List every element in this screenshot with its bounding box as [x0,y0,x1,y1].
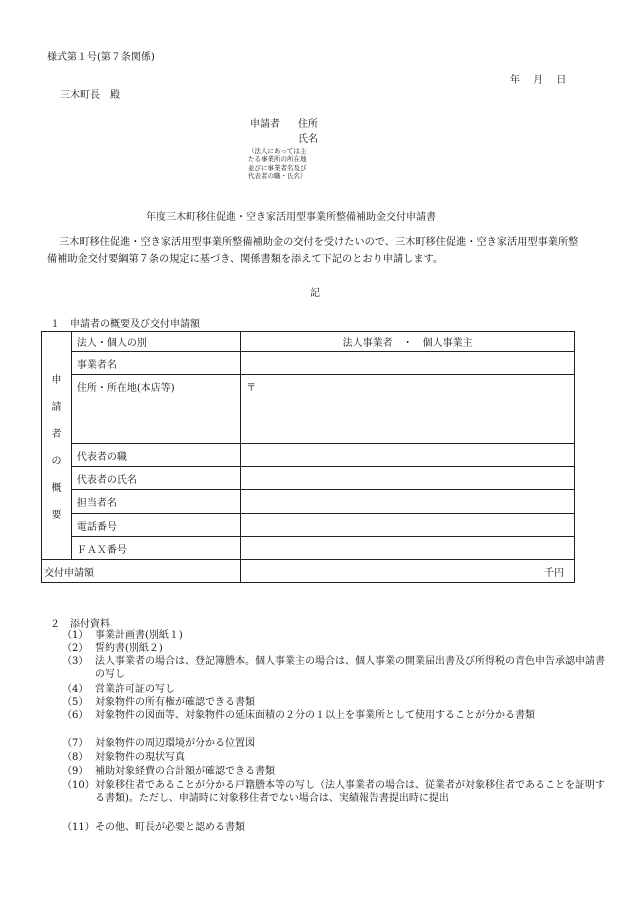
side-char: 者 [51,428,62,440]
item-text: 誓約書(別紙２) [95,643,163,654]
item-text: 対象物件の周辺環境が分かる位置図 [95,738,255,749]
entity-type-field[interactable]: 法人事業者 ・ 個人事業主 [241,332,575,352]
item-text: 対象物件の所有権が確認できる書類 [95,697,255,708]
body-paragraph [47,234,587,268]
amount-label: 交付申請額 [42,560,241,583]
contact-person-field[interactable] [241,490,575,514]
item-text: 事業計画書(別紙１) [95,630,183,641]
side-header [42,332,72,560]
row-label: 代表者の職 [71,444,240,467]
item-number: （7） [62,738,89,749]
form-number: 様式第１号(第７条関係) [47,52,155,63]
item-number: （3） [62,656,89,667]
representative-name-field[interactable] [241,467,575,490]
amount-unit: 千円 [544,567,564,579]
item-number: （2） [62,643,89,654]
item-number: （8） [62,752,89,763]
table-row [42,352,575,375]
applicant-label: 申請者 [250,119,280,130]
item-number: （11） [62,822,95,833]
table-row [42,514,575,537]
table-row [42,444,575,467]
table-row [42,467,575,490]
item-number: （1） [62,630,89,641]
table-row [42,332,575,352]
table-row [42,560,575,583]
side-char: 概 [51,482,62,494]
row-label: 代表者の氏名 [71,467,240,490]
row-label: 電話番号 [71,514,240,537]
item-number: （10） [62,780,95,791]
item-text: その他、町長が必要と認める書類 [95,822,245,833]
item-number: （4） [62,684,89,695]
item-text: 対象移住者であることが分かる戸籍謄本等の写し（法人事業者の場合は、従業者が対象移住者であることを証明する書類)。ただし、申請時に対象移住者でない場合は、実績報告書提出時に提出 [95,780,605,804]
side-char: 請 [51,401,62,413]
row-label: 住所・所在地(本店等) [71,375,240,444]
addressee: 三木町長 殿 [60,90,120,101]
table-row [42,490,575,514]
side-char: の [51,455,62,467]
corporate-note: （法人にあっては主たる事業所の所在地並びに事業者名及び代表者の職・氏名） [248,147,307,181]
item-text: 営業許可証の写し [95,684,175,695]
side-char: 要 [51,509,62,521]
item-text: 補助対象経費の合計額が確認できる書類 [95,766,275,777]
applicant-overview-table [41,331,575,583]
applicant-name-label: 氏名 [298,134,318,145]
amount-field[interactable] [241,560,575,583]
section1-heading: １ 申請者の概要及び交付申請額 [50,319,200,330]
date-line: 年 月 日 [510,75,567,86]
representative-title-field[interactable] [241,444,575,467]
item-number: （5） [62,697,89,708]
item-text: 対象物件の現状写真 [95,752,185,763]
row-label: ＦＡＸ番号 [71,537,240,560]
fax-field[interactable] [241,537,575,560]
item-text: 対象物件の図面等、対象物件の延床面積の２分の１以上を事業所として使用することが分かる書類 [95,710,535,721]
row-label: 担当者名 [71,490,240,514]
item-number: （9） [62,766,89,777]
table-row [42,375,575,444]
applicant-address-label: 住所 [298,119,318,130]
document-title: 年度三木町移住促進・空き家活用型事業所整備補助金交付申請書 [146,212,436,223]
body-text: 三木町移住促進・空き家活用型事業所整備補助金の交付を受けたいので、三木町移住促進・空き家活用型事業所整備補助金交付要綱第７条の規定に基づき、関係書類を添えて下記のとおり申請します。 [47,237,579,265]
side-char: 申 [51,374,62,386]
phone-field[interactable] [241,514,575,537]
section2-heading: ２ 添付資料 [50,619,110,630]
row-label: 法人・個人の別 [71,332,240,352]
row-label: 事業者名 [71,352,240,375]
address-field[interactable]: 〒 [241,375,575,444]
business-name-field[interactable] [241,352,575,375]
item-text: 法人事業者の場合は、登記簿謄本。個人事業主の場合は、個人事業の開業届出書及び所得税の青色申告承認申請書の写し [95,656,605,680]
item-number: （6） [62,710,89,721]
table-row [42,537,575,560]
ki-label: 記 [310,288,320,299]
